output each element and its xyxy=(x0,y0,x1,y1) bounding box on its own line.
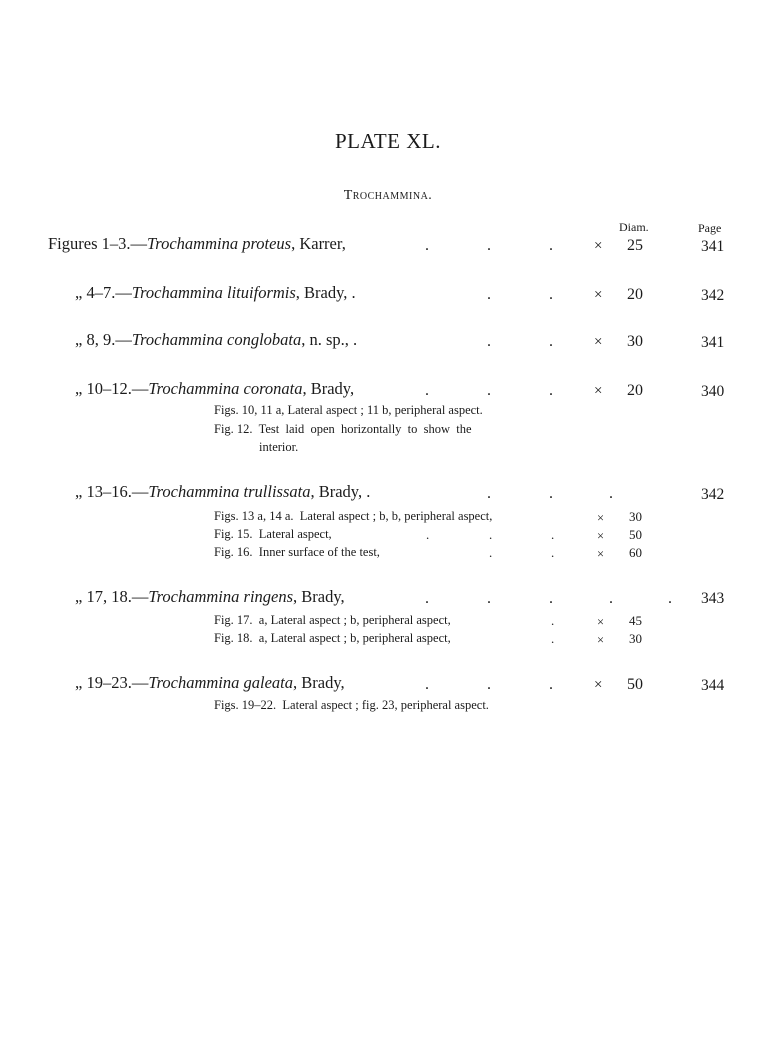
figure-range: Figures 1–3.— xyxy=(48,234,147,253)
plate-title: PLATE XL. xyxy=(335,129,441,153)
page-number: 341 xyxy=(701,238,725,255)
leader-dot: . xyxy=(487,485,491,502)
times-sign: × xyxy=(597,633,605,647)
leader-dot: . xyxy=(487,286,491,303)
leader-dot: . xyxy=(425,590,429,607)
species-name: Trochammina coronata xyxy=(148,379,303,398)
species-author: , Brady, xyxy=(302,379,355,398)
times-sign: × xyxy=(597,529,605,543)
leader-dot: . xyxy=(425,676,429,693)
leader-dot: . xyxy=(551,613,555,628)
figure-note: Fig. 12. Test laid open horizontally to show the xyxy=(214,422,472,436)
leader-dot: . xyxy=(426,527,430,542)
species-author: , Brady, xyxy=(293,587,345,606)
subfigure-caption: Fig. 18. a, Lateral aspect ; b, peripheral aspect, xyxy=(214,631,451,645)
figure-range: „ 10–12.— xyxy=(75,379,149,398)
diameter-value: 50 xyxy=(627,676,643,693)
species-author: , Brady, . xyxy=(310,482,371,501)
plate-subtitle: Trochammina. xyxy=(343,188,433,203)
times-sign: × xyxy=(594,287,603,303)
times-sign: × xyxy=(594,238,603,254)
times-sign: × xyxy=(594,383,603,399)
species-name: Trochammina galeata xyxy=(148,673,294,692)
page-number: 344 xyxy=(701,677,725,694)
leader-dot: . xyxy=(487,237,491,254)
diameter-value: 60 xyxy=(629,545,642,560)
species-name: Trochammina conglobata xyxy=(131,330,302,349)
species-author: , Brady, xyxy=(293,673,345,692)
leader-dot: . xyxy=(549,286,553,303)
page-number: 340 xyxy=(701,383,725,400)
diameter-value: 45 xyxy=(629,613,642,628)
subfigure-caption: Fig. 17. a, Lateral aspect ; b, peripheral aspect, xyxy=(214,613,451,627)
species-author: , n. sp., . xyxy=(301,330,358,349)
diameter-value: 30 xyxy=(629,631,642,646)
figure-range: „ 8, 9.— xyxy=(75,330,132,349)
figure-range: „ 19–23.— xyxy=(75,673,149,692)
leader-dot: . xyxy=(425,382,429,399)
leader-dot: . xyxy=(668,590,672,607)
leader-dot: . xyxy=(549,485,553,502)
species-name: Trochammina proteus xyxy=(147,234,292,253)
figure-range: „ 13–16.— xyxy=(75,482,149,501)
leader-dot: . xyxy=(487,676,491,693)
leader-dot: . xyxy=(549,237,553,254)
entry-text xyxy=(75,675,345,692)
diameter-value: 30 xyxy=(627,333,643,350)
entry-text xyxy=(75,589,345,606)
times-sign: × xyxy=(597,511,605,525)
species-name: Trochammina lituiformis xyxy=(131,283,296,302)
page-column-header: Page xyxy=(698,221,722,235)
times-sign: × xyxy=(594,334,603,350)
page-number: 341 xyxy=(701,334,725,351)
leader-dot: . xyxy=(549,333,553,350)
page-number: 343 xyxy=(701,590,725,607)
entry-text xyxy=(48,236,346,253)
entry-text xyxy=(75,332,357,349)
leader-dot: . xyxy=(489,545,493,560)
diameter-value: 30 xyxy=(629,509,642,524)
subfigure-caption: Fig. 15. Lateral aspect, xyxy=(214,527,332,541)
leader-dot: . xyxy=(425,237,429,254)
leader-dot: . xyxy=(609,590,613,607)
leader-dot: . xyxy=(487,382,491,399)
figure-note: Figs. 19–22. Lateral aspect ; fig. 23, peripheral aspect. xyxy=(214,698,489,712)
species-author: , Karrer, xyxy=(291,234,346,253)
diameter-value: 50 xyxy=(629,527,642,542)
entry-text xyxy=(75,484,370,501)
diameter-value: 20 xyxy=(627,286,643,303)
leader-dot: . xyxy=(551,545,555,560)
diameter-value: 25 xyxy=(627,237,643,254)
page-number: 342 xyxy=(701,287,725,304)
leader-dot: . xyxy=(551,631,555,646)
diam-column-header: Diam. xyxy=(619,220,649,234)
diameter-value: 20 xyxy=(627,382,643,399)
leader-dot: . xyxy=(487,590,491,607)
times-sign: × xyxy=(597,615,605,629)
subfigure-caption: Fig. 16. Inner surface of the test, xyxy=(214,545,380,559)
entry-text xyxy=(75,285,356,302)
species-name: Trochammina trullissata xyxy=(148,482,311,501)
leader-dot: . xyxy=(489,527,493,542)
figure-note: interior. xyxy=(259,440,299,454)
times-sign: × xyxy=(594,677,603,693)
page-number: 342 xyxy=(701,486,725,503)
times-sign: × xyxy=(597,547,605,561)
entry-text xyxy=(75,381,354,398)
figure-range: „ 17, 18.— xyxy=(75,587,149,606)
leader-dot: . xyxy=(549,382,553,399)
leader-dot: . xyxy=(609,485,613,502)
species-author: , Brady, . xyxy=(295,283,356,302)
subfigure-caption: Figs. 13 a, 14 a. Lateral aspect ; b, b, peripheral aspect, xyxy=(214,509,493,523)
figure-note: Figs. 10, 11 a, Lateral aspect ; 11 b, peripheral aspect. xyxy=(214,403,483,417)
leader-dot: . xyxy=(549,590,553,607)
leader-dot: . xyxy=(549,676,553,693)
leader-dot: . xyxy=(487,333,491,350)
figure-range: „ 4–7.— xyxy=(75,283,132,302)
leader-dot: . xyxy=(551,527,555,542)
species-name: Trochammina ringens xyxy=(148,587,294,606)
